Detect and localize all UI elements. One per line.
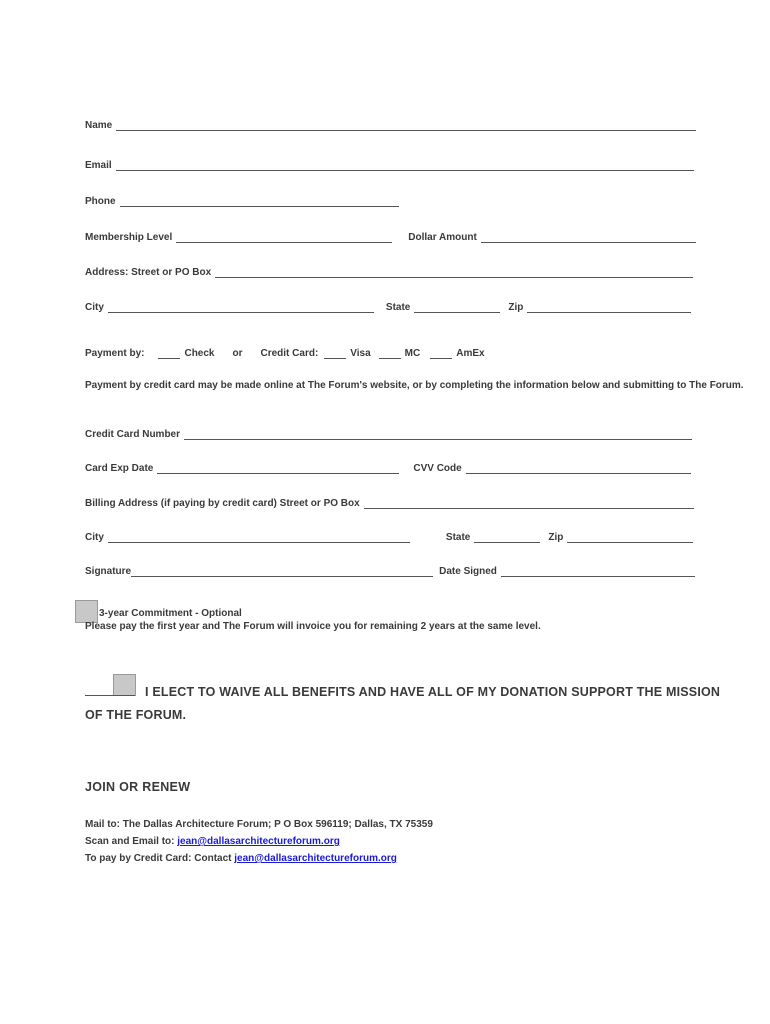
billing-city-field[interactable] [108,532,410,543]
billing-state-label: State [445,532,471,543]
visa-blank[interactable] [324,349,346,359]
commitment-title: 3-year Commitment - Optional [99,608,242,619]
billing-city-row [85,529,693,543]
mail-line: Mail to: The Dallas Architecture Forum; P O Box 596119; Dallas, TX 75359 [85,819,433,830]
card-exp-field[interactable] [157,463,399,474]
commitment-text: Please pay the first year and The Forum will invoice you for remaining 2 years at the same level. [85,621,541,632]
city-row [85,299,691,313]
mc-label: MC [404,348,421,359]
address-row [85,264,693,278]
join-heading: JOIN OR RENEW [85,780,191,794]
card-number-row [85,426,692,440]
city-field[interactable] [108,302,374,313]
check-blank[interactable] [158,349,180,359]
card-exp-row [85,460,691,474]
city-label: City [85,302,104,313]
cvv-field[interactable] [466,463,691,474]
zip-field[interactable] [527,302,691,313]
email-label: Email [85,160,112,171]
amex-label: AmEx [456,348,485,359]
billing-city-label: City [85,532,104,543]
membership-row [85,229,696,243]
date-signed-label: Date Signed [439,566,497,577]
signature-field[interactable] [131,566,433,577]
billing-label: Billing Address (if paying by credit card) Street or PO Box [85,498,360,509]
phone-field[interactable] [120,196,399,207]
billing-zip-label: Zip [548,532,564,543]
email-row [85,157,694,171]
scan-line [85,836,340,847]
zip-label: Zip [508,302,524,313]
billing-zip-field[interactable] [567,532,693,543]
waive-statement [85,681,725,727]
check-label: Check [184,348,215,359]
scan-email-link[interactable]: jean@dallasarchitectureforum.org [177,836,340,847]
scan-prefix: Scan and Email to: [85,836,175,847]
email-field[interactable] [116,160,694,171]
card-exp-label: Card Exp Date [85,463,154,474]
name-label: Name [85,120,113,131]
state-label: State [385,302,411,313]
membership-label: Membership Level [85,232,173,243]
state-field[interactable] [414,302,500,313]
payment-label: Payment by: [85,348,145,359]
signature-label: Signature [85,566,132,577]
address-field[interactable] [215,267,693,278]
membership-field[interactable] [176,232,392,243]
card-number-field[interactable] [184,429,692,440]
credit-card-label: Credit Card: [260,348,319,359]
waive-text: I ELECT TO WAIVE ALL BENEFITS AND HAVE ALL OF MY DONATION SUPPORT THE MISSION OF THE FORUM. [85,685,721,722]
name-row [85,117,696,131]
billing-state-field[interactable] [474,532,540,543]
card-number-label: Credit Card Number [85,429,181,440]
address-label: Address: Street or PO Box [85,267,212,278]
cvv-label: CVV Code [413,463,462,474]
pay-email-link[interactable]: jean@dallasarchitectureforum.org [234,853,397,864]
billing-field[interactable] [364,498,694,509]
payment-note: Payment by credit card may be made online at The Forum's website, or by completing the information below and submitting to The Forum. [85,380,744,391]
or-label: or [232,348,243,359]
dollar-field[interactable] [481,232,696,243]
visa-label: Visa [350,348,371,359]
mc-blank[interactable] [379,349,401,359]
pay-line [85,853,397,864]
phone-row [85,193,399,207]
pay-prefix: To pay by Credit Card: Contact [85,853,232,864]
dollar-label: Dollar Amount [408,232,477,243]
commitment-checkbox[interactable] [75,600,98,623]
amex-blank[interactable] [430,349,452,359]
billing-row [85,495,694,509]
signature-row [85,563,695,577]
phone-label: Phone [85,196,116,207]
payment-row [85,345,489,359]
name-field[interactable] [116,120,696,131]
waive-blank[interactable] [85,683,135,696]
date-signed-field[interactable] [501,566,695,577]
